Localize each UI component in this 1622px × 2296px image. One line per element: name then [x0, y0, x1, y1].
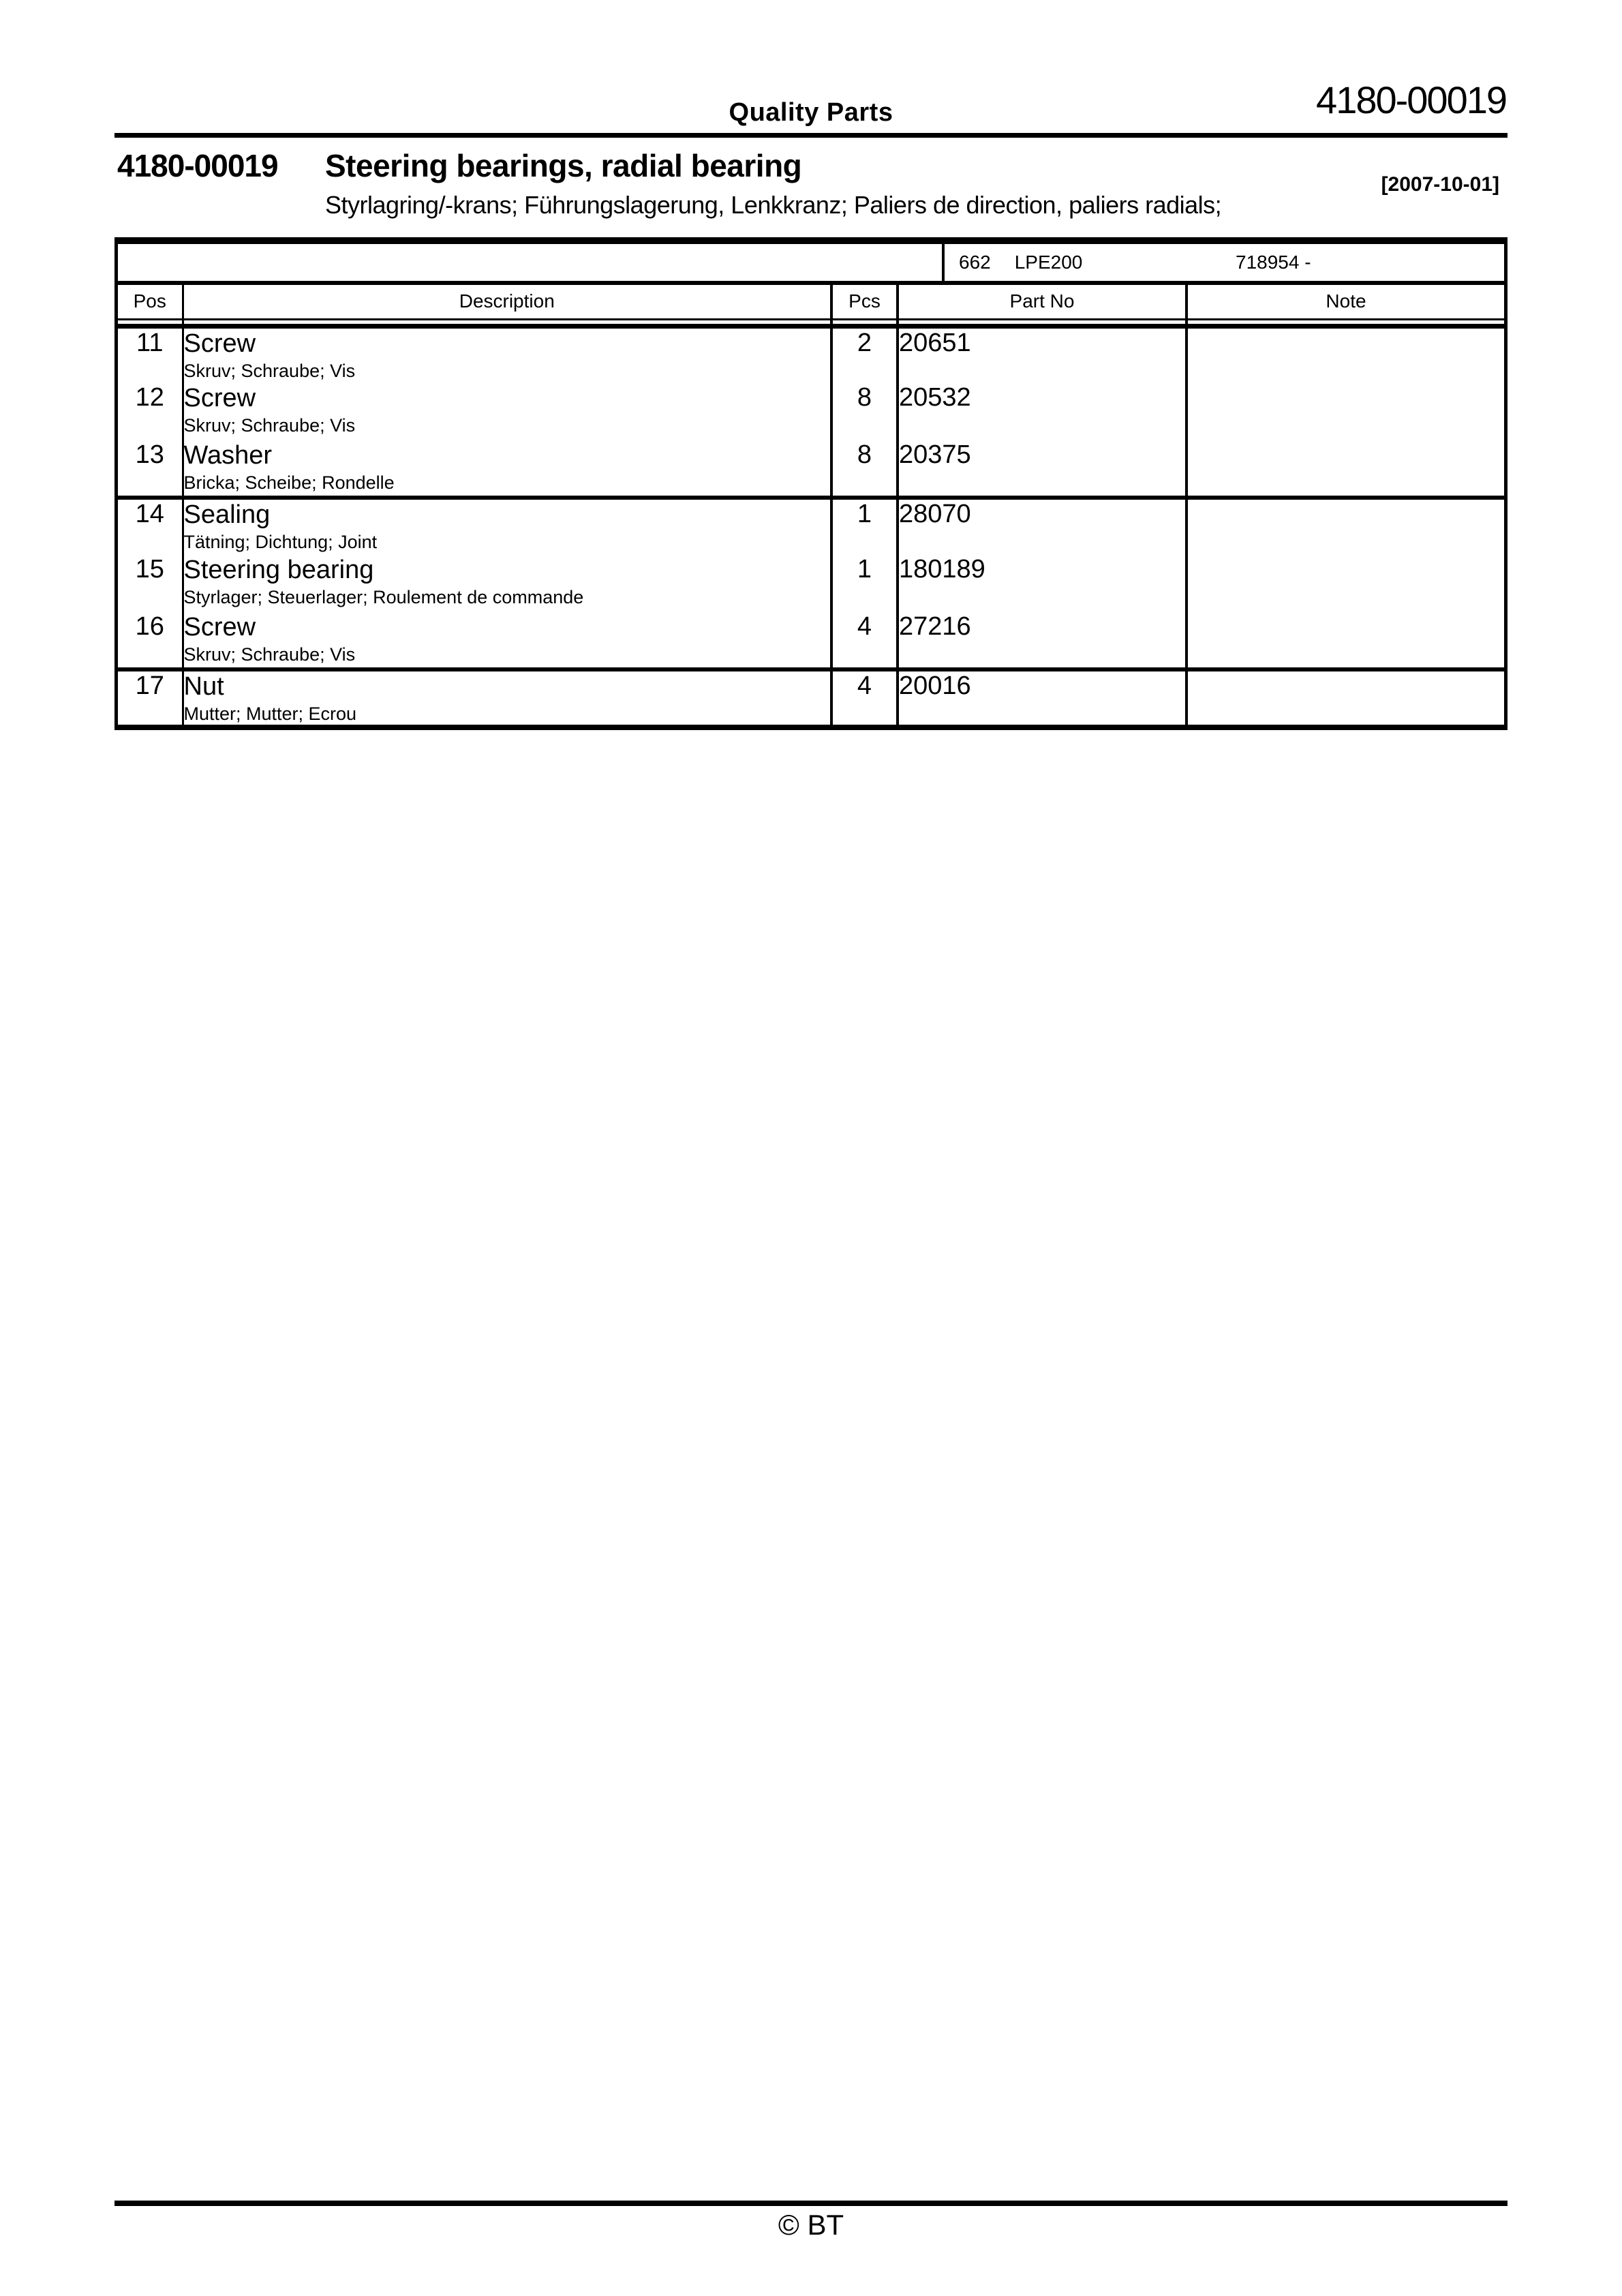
- pos-cell: 15: [135, 555, 164, 584]
- pos-cell: 12: [135, 383, 164, 412]
- model-name: LPE200: [1014, 252, 1083, 273]
- footer-rule: [114, 2201, 1508, 2206]
- description-alt: Styrlager; Steuerlager; Roulement de commande: [183, 587, 584, 607]
- footer-copyright: © BT: [778, 2209, 844, 2241]
- description-alt: Mutter; Mutter; Ecrou: [183, 704, 357, 724]
- pos-cell: 13: [135, 440, 164, 469]
- note-cell: [1187, 669, 1504, 725]
- serial-range: 718954 -: [1236, 252, 1311, 273]
- table-row: [118, 440, 1504, 498]
- partno-cell: 180189: [898, 555, 1187, 612]
- section-title: Steering bearings, radial bearing: [325, 148, 802, 183]
- partno-cell: 27216: [898, 612, 1187, 669]
- section-code: 4180-00019: [117, 148, 278, 183]
- section-header: [117, 147, 1508, 184]
- description-alt: Skruv; Schraube; Vis: [183, 360, 356, 381]
- description-alt: Bricka; Scheibe; Rondelle: [183, 472, 395, 493]
- partno-cell: 20375: [898, 440, 1187, 498]
- header-rule: [114, 133, 1508, 138]
- description-main: Steering bearing: [183, 556, 374, 584]
- description-main: Nut: [183, 672, 224, 701]
- note-cell: [1187, 498, 1504, 555]
- note-cell: [1187, 555, 1504, 612]
- description-cell: [183, 612, 831, 669]
- description-main: Screw: [183, 613, 256, 641]
- description-cell: [183, 498, 831, 555]
- table-row: [118, 383, 1504, 440]
- description-alt: Skruv; Schraube; Vis: [183, 415, 356, 436]
- table-header-row: [118, 285, 1504, 319]
- table-row: [118, 326, 1504, 383]
- col-header-note: Note: [1187, 285, 1504, 319]
- description-cell: [183, 440, 831, 498]
- pos-cell: 14: [118, 498, 183, 555]
- parts-table: [114, 237, 1508, 730]
- doc-code: 4180-00019: [1316, 78, 1506, 121]
- pcs-cell: 1: [831, 555, 898, 612]
- col-header-pcs: Pcs: [831, 285, 898, 319]
- table-row: [118, 555, 1504, 612]
- model-code: 662: [959, 252, 991, 273]
- pcs-cell: 4: [831, 612, 898, 669]
- partno-cell: 20532: [898, 383, 1187, 440]
- pcs-cell: 1: [831, 498, 898, 555]
- pcs-cell: 2: [831, 326, 898, 383]
- partno-cell: 28070: [898, 498, 1187, 555]
- description-cell: [183, 555, 831, 612]
- table-row: [118, 498, 1504, 555]
- note-cell: [1187, 383, 1504, 440]
- description-cell: [183, 326, 831, 383]
- description-main: Screw: [183, 329, 256, 358]
- pcs-cell: 8: [831, 440, 898, 498]
- col-header-partno: Part No: [898, 285, 1187, 319]
- partno-cell: 20016: [898, 669, 1187, 725]
- pcs-cell: 8: [831, 383, 898, 440]
- note-cell: [1187, 326, 1504, 383]
- parts-table-grid: [118, 285, 1504, 725]
- description-alt: Skruv; Schraube; Vis: [183, 644, 356, 665]
- description-main: Washer: [183, 441, 273, 470]
- model-info-row: [118, 244, 1504, 285]
- note-cell: [1187, 440, 1504, 498]
- description-main: Screw: [183, 384, 256, 412]
- description-main: Sealing: [183, 500, 271, 529]
- description-cell: [183, 383, 831, 440]
- col-header-description: Description: [183, 285, 831, 319]
- col-header-pos: Pos: [133, 290, 166, 312]
- pos-cell: 17: [118, 669, 183, 725]
- description-cell: [183, 669, 831, 725]
- section-subtitle: Styrlagring/-krans; Führungslagerung, Lenkkranz; Paliers de direction, paliers radials;: [325, 191, 1222, 219]
- description-alt: Tätning; Dichtung; Joint: [183, 532, 378, 552]
- header-double-rule: [118, 319, 1504, 326]
- model-info-spacer: [118, 244, 945, 281]
- partno-cell: 20651: [898, 326, 1187, 383]
- model-info: [945, 244, 1504, 281]
- pos-cell: 16: [135, 612, 164, 641]
- pcs-cell: 4: [831, 669, 898, 725]
- note-cell: [1187, 612, 1504, 669]
- pos-cell: 11: [136, 328, 164, 357]
- table-row: [118, 669, 1504, 725]
- revision-date: [2007-10-01]: [1381, 173, 1499, 196]
- table-row: [118, 612, 1504, 669]
- brand-header: Quality Parts: [729, 98, 893, 127]
